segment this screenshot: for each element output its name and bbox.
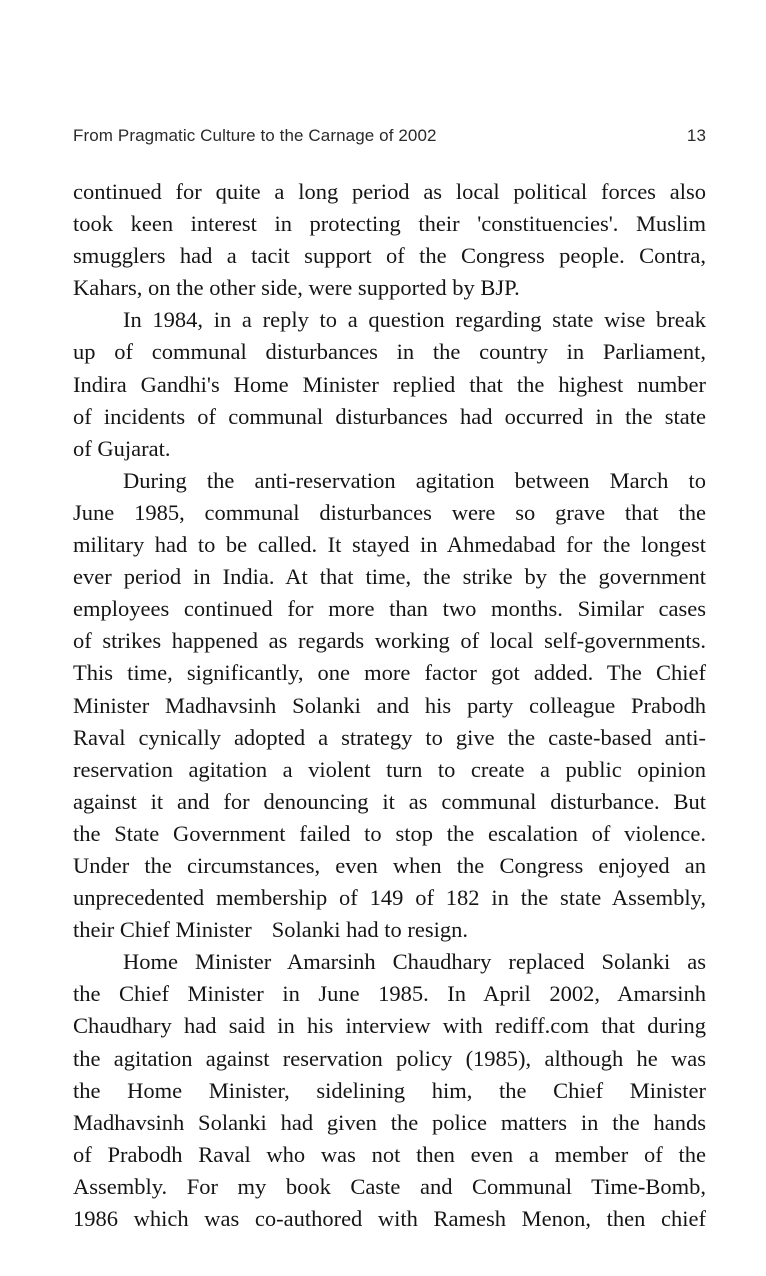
text-line: of Prabodh Raval who was not then even a member of the <box>73 1141 706 1167</box>
text-line: Assembly. For my book Caste and Communal Time-Bomb, <box>73 1173 706 1199</box>
text-line: the Chief Minister in June 1985. In April 2002, Amarsinh <box>73 981 706 1007</box>
text-line: took keen interest in protecting their 'constituencies'. Muslim <box>73 211 706 237</box>
text-line <box>73 914 706 946</box>
chapter-title: From Pragmatic Culture to the Carnage of 2002 <box>73 126 437 145</box>
paragraph-2 <box>73 304 706 464</box>
text-line: of strikes happened as regards working of local self-governments. <box>73 628 706 654</box>
text-line: the agitation against reservation policy (1985), although he was <box>73 1045 706 1071</box>
text-line: Minister Madhavsinh Solanki and his party colleague Prabodh <box>73 692 706 718</box>
page-number: 13 <box>686 126 706 145</box>
text-line: reservation agitation a violent turn to create a public opinion <box>73 756 706 782</box>
text-line: During the anti-reservation agitation between March to <box>123 467 706 493</box>
text-line: ever period in India. At that time, the strike by the government <box>73 564 706 590</box>
text-line-part: their Chief Minister <box>73 917 252 943</box>
text-line: In 1984, in a reply to a question regarding state wise break <box>123 307 706 333</box>
text-line: continued for quite a long period as local political forces also <box>73 179 706 204</box>
text-line: Home Minister Amarsinh Chaudhary replaced Solanki as <box>123 949 706 975</box>
text-line: the State Government failed to stop the escalation of violence. <box>73 820 706 846</box>
text-line: smugglers had a tacit support of the Congress people. Contra, <box>73 243 706 269</box>
text-line: up of communal disturbances in the country in Parliament, <box>73 339 706 365</box>
text-line: unprecedented membership of 149 of 182 in the state Assembly, <box>73 885 706 911</box>
running-header <box>73 126 706 150</box>
text-line-part: Solanki had to resign. <box>271 917 468 943</box>
body-text <box>73 176 706 1235</box>
text-line: Raval cynically adopted a strategy to give the caste-based anti- <box>73 724 706 750</box>
text-line: Indira Gandhi's Home Minister replied that the highest number <box>73 371 706 397</box>
paragraph-3 <box>73 465 706 946</box>
text-line: Madhavsinh Solanki had given the police matters in the hands <box>73 1109 706 1135</box>
text-line: Kahars, on the other side, were supported by BJP. <box>73 275 520 301</box>
paragraph-4 <box>73 946 706 1235</box>
text-line: Chaudhary had said in his interview with rediff.com that during <box>73 1013 706 1039</box>
text-line: 1986 which was co-authored with Ramesh Menon, then chief <box>73 1206 706 1231</box>
text-line: employees continued for more than two months. Similar cases <box>73 596 706 622</box>
text-line: This time, significantly, one more factor got added. The Chief <box>73 660 706 686</box>
text-line: Under the circumstances, even when the Congress enjoyed an <box>73 852 706 878</box>
paragraph-1 <box>73 176 706 304</box>
text-line: of incidents of communal disturbances had occurred in the state <box>73 403 706 429</box>
text-line: the Home Minister, sidelining him, the Chief Minister <box>73 1077 706 1103</box>
text-line: June 1985, communal disturbances were so grave that the <box>73 499 706 525</box>
text-line: military had to be called. It stayed in Ahmedabad for the longest <box>73 532 706 558</box>
text-line: against it and for denouncing it as communal disturbance. But <box>73 788 706 814</box>
text-line: of Gujarat. <box>73 435 171 461</box>
